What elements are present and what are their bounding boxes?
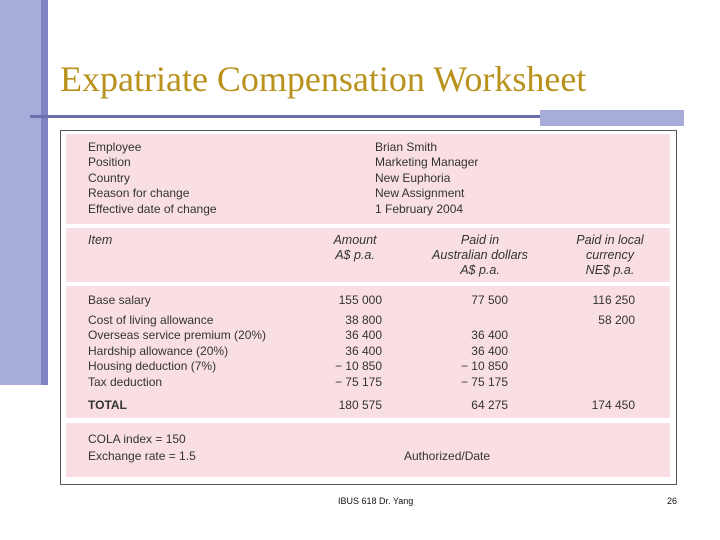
row-amount: 38 800: [345, 313, 382, 327]
authorized-date-label: Authorized/Date: [404, 449, 491, 463]
row-aud: 77 500: [471, 293, 508, 307]
total-local: 174 450: [591, 398, 635, 412]
row-amount: − 10 850: [334, 359, 382, 373]
row-item: Cost of living allowance: [88, 313, 214, 327]
info-value: 1 February 2004: [375, 202, 464, 216]
header-aud-line3: A$ p.a.: [460, 263, 500, 277]
info-label: Country: [88, 171, 131, 185]
header-aud-line1: Paid in: [460, 233, 500, 247]
cola-index-note: COLA index = 150: [88, 432, 186, 446]
info-value: Brian Smith: [375, 140, 438, 154]
exchange-rate-note: Exchange rate = 1.5: [88, 449, 196, 463]
row-aud: 36 400: [471, 328, 508, 342]
header-aud-line2: Australian dollars: [432, 248, 528, 262]
header-amount-line2: A$ p.a.: [335, 248, 375, 262]
row-aud: 36 400: [471, 344, 508, 358]
row-amount: 36 400: [345, 344, 382, 358]
info-value: Marketing Manager: [375, 155, 479, 169]
row-local: 116 250: [592, 293, 635, 307]
info-label: Position: [88, 155, 131, 169]
info-label: Employee: [88, 140, 142, 154]
row-item: Tax deduction: [88, 375, 163, 389]
title-underline: [30, 115, 540, 118]
info-label: Effective date of change: [88, 202, 217, 216]
footer-text: IBUS 618 Dr. Yang: [338, 496, 414, 506]
header-local-line1: Paid in local: [576, 233, 644, 247]
row-amount: 36 400: [345, 328, 382, 342]
header-local-line2: currency: [586, 248, 634, 262]
info-value: New Assignment: [375, 186, 465, 200]
row-aud: − 10 850: [460, 359, 508, 373]
total-amount: 180 575: [338, 398, 382, 412]
row-item: Hardship allowance (20%): [88, 344, 229, 358]
row-amount: − 75 175: [334, 375, 382, 389]
row-item: Overseas service premium (20%): [88, 328, 267, 342]
header-local-line3: NE$ p.a.: [585, 263, 635, 277]
header-amount-line1: Amount: [333, 233, 377, 247]
info-label: Reason for change: [88, 186, 190, 200]
header-item: Item: [88, 233, 113, 247]
row-item: Base salary: [88, 293, 151, 307]
row-item: Housing deduction (7%): [88, 359, 217, 373]
row-local: 58 200: [598, 313, 635, 327]
left-accent-bar-shadow: [41, 0, 48, 385]
info-value: New Euphoria: [375, 171, 451, 185]
total-aud: 64 275: [471, 398, 508, 412]
title-accent-block: [540, 110, 684, 126]
row-aud: − 75 175: [460, 375, 508, 389]
page-number: 26: [667, 496, 678, 506]
slide-title: Expatriate Compensation Worksheet: [60, 59, 587, 99]
total-label: TOTAL: [88, 398, 127, 412]
row-amount: 155 000: [338, 293, 382, 307]
